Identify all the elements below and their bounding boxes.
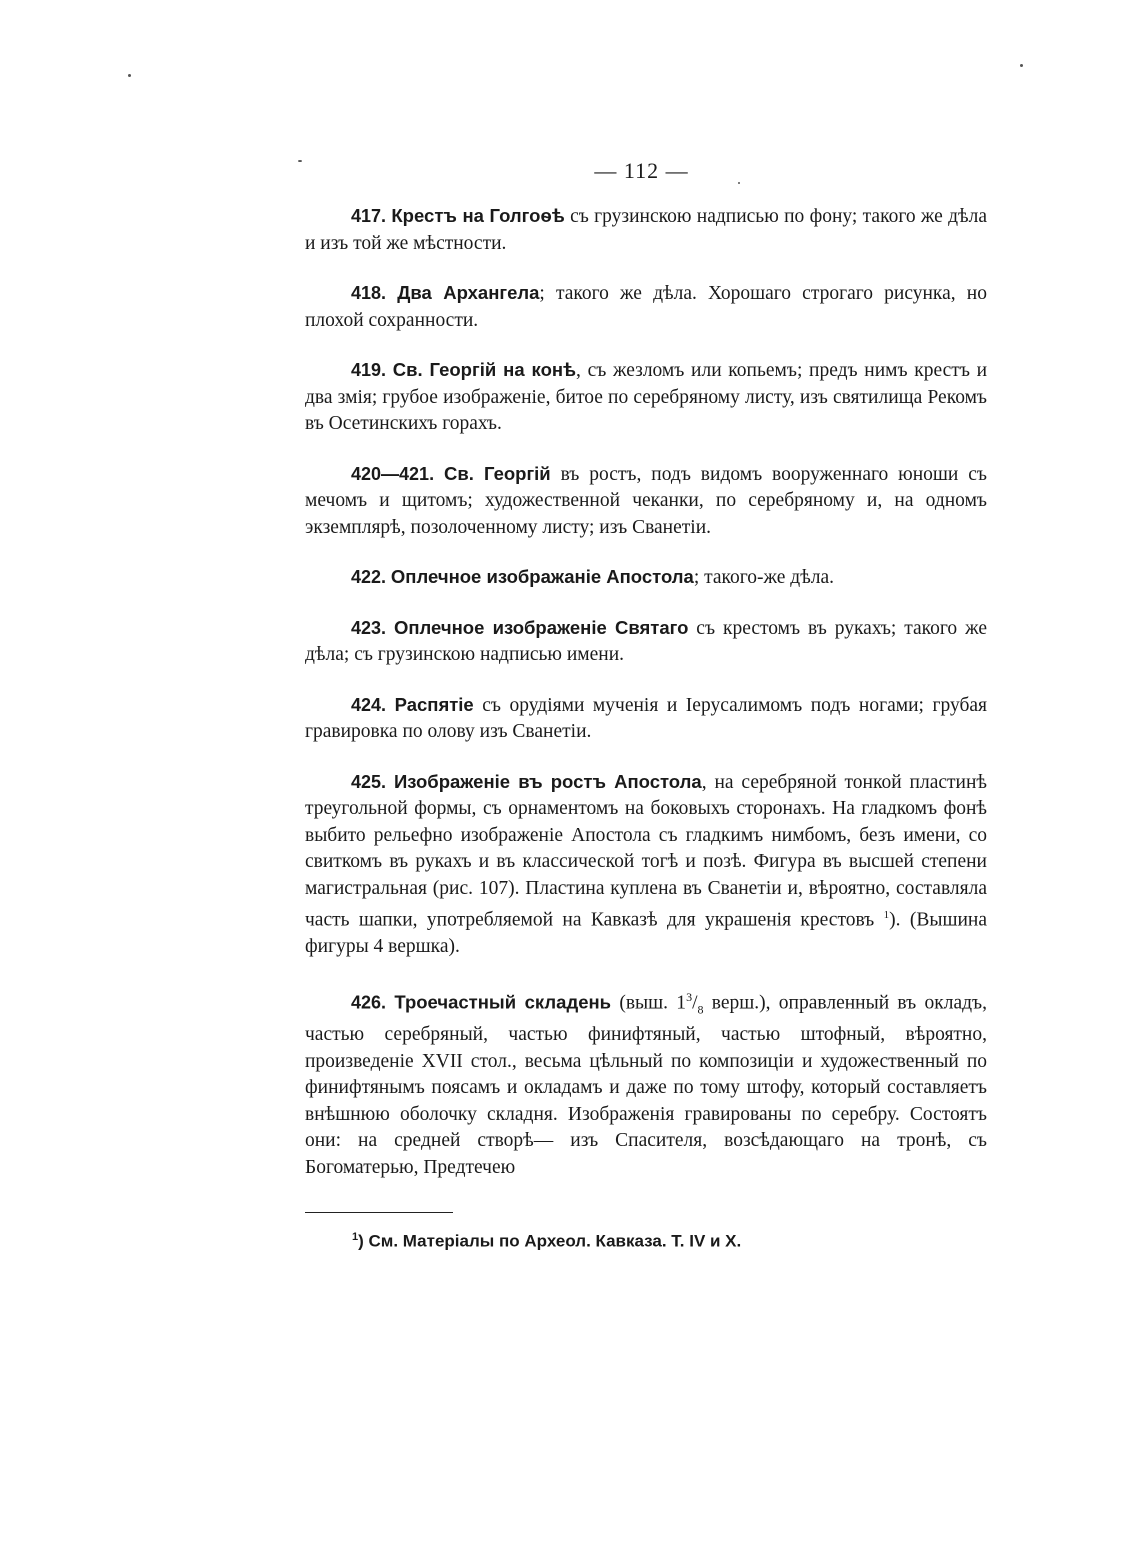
footnote-text: ) См. Матеріалы по Археол. Кавказа. Т. IV и X. [358,1231,742,1251]
entry-heading: Троечастный складень [394,991,612,1012]
entry-422 [305,564,987,592]
entry-number: 417. [351,206,387,226]
entry-heading: Два Архангела [397,282,540,303]
entry-heading: Оплечное изображеніе Святаго [393,616,689,638]
entry-text: верш.), оправленный въ окладъ, частью серебряный, частью финифтяный, частью штофный, вѣроятно, произведеніе XVII стол., весьма цѣльный по композиціи и художественный по финифтянымъ поясамъ и окладамъ и даже по тому штофу, который составляетъ внѣшнюю оболочку складня. Изображенія гравированы по серебру. Состоятъ они: на средней створѣ— изъ Спасителя, возсѣдающаго на тронѣ, съ Богоматерью, Предтечею [305,992,988,1178]
entry-425 [305,769,987,961]
fraction-numerator: 3 [686,989,693,1004]
entry-heading: Св. Георгій на конѣ [392,359,577,380]
entry-number: 425. [351,771,387,792]
entry-text: , на серебряной тонкой пластинѣ треугольной формы, съ орнаментомъ на боковыхъ сторонахъ. На гладкомъ фонѣ выбито рельефно изображеніе Апостола съ гладкимъ нимбомъ, безъ имени, со свиткомъ въ рукахъ и въ классической тогѣ и позѣ. Фигура въ высшей степени магистральная (рис. 107). Пластина куплена въ Сванетіи и, вѣроятно, составляла часть шапки, употребляемой на Кавказѣ для украшенія крестовъ [305,771,987,931]
entry-heading: Крестъ на Голгоѳѣ [391,205,565,226]
scan-speck [1020,64,1023,67]
footnote-mark: 1 [352,1231,359,1243]
fraction-separator: / [692,992,698,1013]
entry-text: съ орудіями мученія и Іерусалимомъ подъ ногами; грубая гравировка по олову изъ Сванетіи. [305,694,988,742]
footnote [352,1231,741,1252]
entry-text: въ ростъ, подъ видомъ вооруженнаго юноши съ мечомъ и щитомъ; художественной чеканки, по серебряному и, на одномъ экземплярѣ, позолоченному листу; изъ Сванетіи. [305,463,988,538]
entry-420-421 [305,461,987,542]
entry-423 [305,615,987,669]
entry-heading: Распятіе [394,693,474,715]
entry-text: ; такого же дѣла. Хорошаго строгаго рисунка, но плохой сохранности. [305,283,987,331]
entry-heading: Оплечное изображаніе Апостола [390,566,694,587]
entry-number: 419. [351,360,387,380]
entry-text: , съ жезломъ или копьемъ; предъ нимъ крестъ и два змія; грубое изображеніе, битое по серебряному листу, изъ святилища Рекомъ въ Осетинскихъ горахъ. [305,360,988,434]
entry-text: ; такого-же дѣла. [693,567,835,588]
entry-418 [305,280,987,334]
entry-419 [305,357,987,438]
entry-heading: Изображеніе въ ростъ Апостола [393,770,702,792]
entry-424 [305,692,987,746]
entry-text: съ грузинскою надписью по фону; такого же дѣла и изъ той же мѣстности. [305,206,988,254]
scan-speck [128,74,131,77]
entry-number: 426. [351,992,387,1012]
footnote-divider [305,1212,453,1213]
entry-number: 424. [351,694,387,715]
page-number: — 112 — [594,158,689,183]
fraction-denominator: 8 [697,1001,704,1016]
entry-number: 423. [351,617,387,638]
entry-heading: Св. Георгій [443,462,551,484]
entry-426 [305,984,987,1182]
entry-text: съ крестомъ въ рукахъ; такого же дѣла; съ грузинскою надписью имени. [305,617,987,665]
entry-number: 418. [351,283,387,303]
entry-text-tail: ). (Вышина фигуры 4 вершка). [305,909,988,957]
entry-text-pre: (выш. 1 [611,992,687,1013]
entry-417 [305,203,987,257]
entry-number: 420—421. [351,463,435,484]
document-body [305,203,987,1204]
footnote-reference[interactable]: 1 [883,909,890,921]
entry-number: 422. [351,567,387,587]
